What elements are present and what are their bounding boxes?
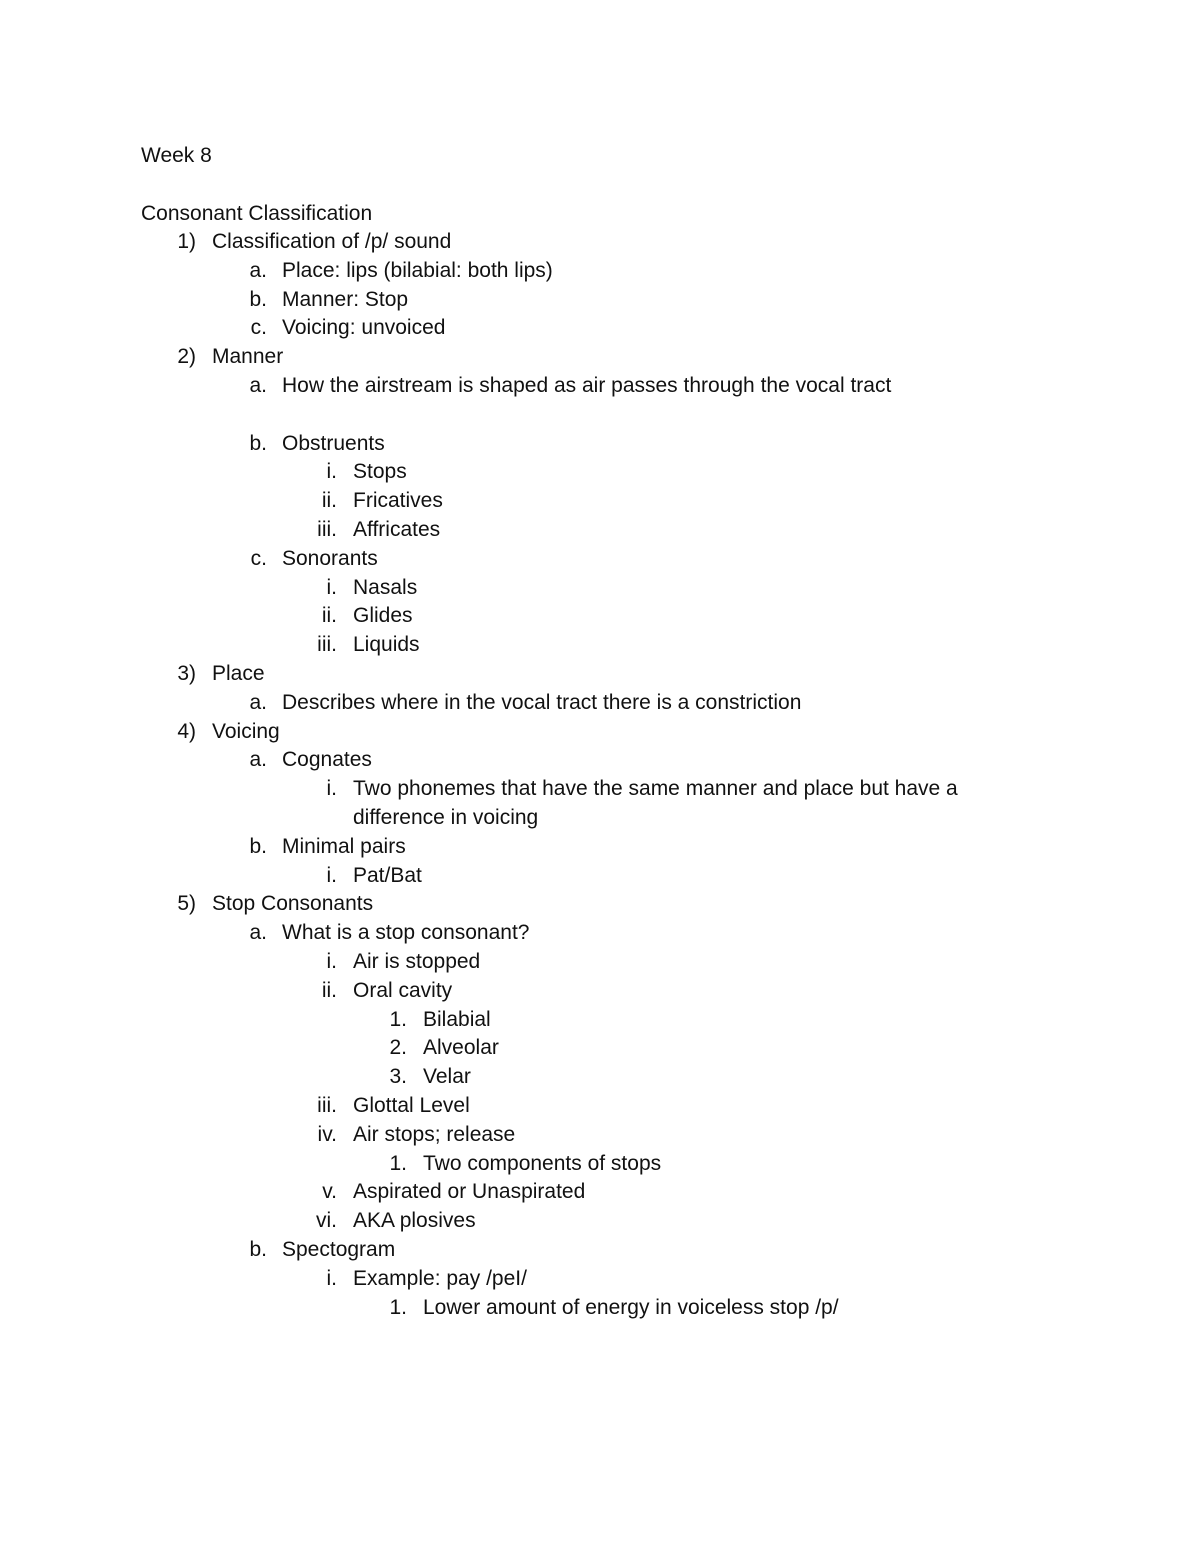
outline-marker: ii. [321, 978, 337, 1002]
outline-marker: a. [249, 258, 267, 282]
outline-text: Two components of stops [423, 1151, 662, 1175]
outline-marker: i. [326, 863, 337, 887]
outline-text: Manner: Stop [282, 287, 409, 311]
outline-text: Lower amount of energy in voiceless stop /p/ [423, 1295, 839, 1319]
outline-marker: 3. [389, 1065, 407, 1089]
outline-text: Describes where in the vocal tract there is a constriction [282, 690, 802, 714]
outline-marker: c. [250, 316, 267, 340]
outline-text: Aspirated or Unaspirated [353, 1180, 586, 1204]
outline-text: Affricates [353, 518, 441, 541]
outline-text: Place [212, 662, 265, 685]
outline-marker: 4) [177, 719, 196, 743]
outline-text: What is a stop consonant? [282, 921, 530, 945]
outline-marker: iii. [317, 1094, 337, 1117]
outline-marker: a. [249, 921, 267, 945]
outline-marker: a. [249, 748, 267, 772]
outline-text: Classification of /p/ sound [212, 230, 452, 253]
outline-text: Place: lips (bilabial: both lips) [282, 258, 553, 282]
outline-marker: 1. [389, 1007, 407, 1031]
outline-text: Glottal Level [353, 1094, 470, 1117]
week-label: Week 8 [141, 144, 212, 167]
outline-marker: a. [249, 690, 267, 714]
outline-text: Spectogram [282, 1238, 396, 1261]
outline-marker: 2. [389, 1036, 407, 1060]
outline-text: Voicing: unvoiced [282, 316, 446, 340]
outline-text: Alveolar [423, 1036, 499, 1060]
outline-marker: iii. [317, 518, 337, 541]
outline-marker: 2) [177, 345, 196, 369]
outline-marker: a. [249, 374, 267, 397]
outline-marker: v. [322, 1180, 337, 1204]
outline-text: Example: pay /peI/ [353, 1266, 527, 1290]
outline-marker: b. [249, 431, 267, 455]
outline-text: Liquids [353, 633, 420, 657]
outline-marker: 3) [177, 662, 196, 685]
outline-text: Manner [212, 345, 284, 369]
outline-text: Oral cavity [353, 978, 453, 1002]
outline-marker: b. [249, 287, 267, 311]
outline-text: Velar [423, 1065, 471, 1089]
outline-text: Two phonemes that have the same manner and place but have a difference in voicing [353, 777, 958, 829]
outline-marker: i. [326, 575, 337, 599]
outline-marker: i. [326, 777, 337, 801]
outline-text: Sonorants [282, 546, 378, 570]
outline-marker: ii. [321, 489, 337, 513]
outline-marker: i. [326, 1266, 337, 1290]
outline-text: Stops [353, 460, 407, 484]
outline-marker: i. [326, 950, 337, 973]
outline-marker: vi. [316, 1209, 337, 1233]
outline-text: Pat/Bat [353, 863, 422, 887]
outline-text: Nasals [353, 575, 418, 599]
outline-text: Cognates [282, 748, 372, 772]
outline-text: Air is stopped [353, 950, 481, 973]
outline-text: Air stops; release [353, 1122, 516, 1146]
outline-text: How the airstream is shaped as air passes through the vocal tract [282, 374, 892, 397]
outline-text: Bilabial [423, 1007, 491, 1031]
outline-marker: 1) [177, 230, 196, 253]
document-title: Consonant Classification [141, 202, 373, 225]
outline-marker: iv. [317, 1122, 337, 1146]
outline-text: Stop Consonants [212, 892, 374, 916]
outline-text: Glides [353, 604, 413, 628]
outline-marker: iii. [317, 633, 337, 657]
outline-text: Voicing [212, 719, 280, 743]
outline-marker: 5) [177, 892, 196, 916]
outline-marker: 1. [389, 1151, 407, 1175]
outline-text: Fricatives [353, 489, 443, 513]
outline-text: Minimal pairs [282, 834, 406, 858]
outline-marker: ii. [321, 604, 337, 628]
outline-marker: 1. [389, 1295, 407, 1319]
outline-text: AKA plosives [353, 1209, 476, 1233]
outline-marker: b. [249, 834, 267, 858]
outline-marker: c. [250, 546, 267, 570]
outline-marker: i. [326, 460, 337, 484]
outline-text: Obstruents [282, 431, 385, 455]
outline-marker: b. [249, 1238, 267, 1261]
